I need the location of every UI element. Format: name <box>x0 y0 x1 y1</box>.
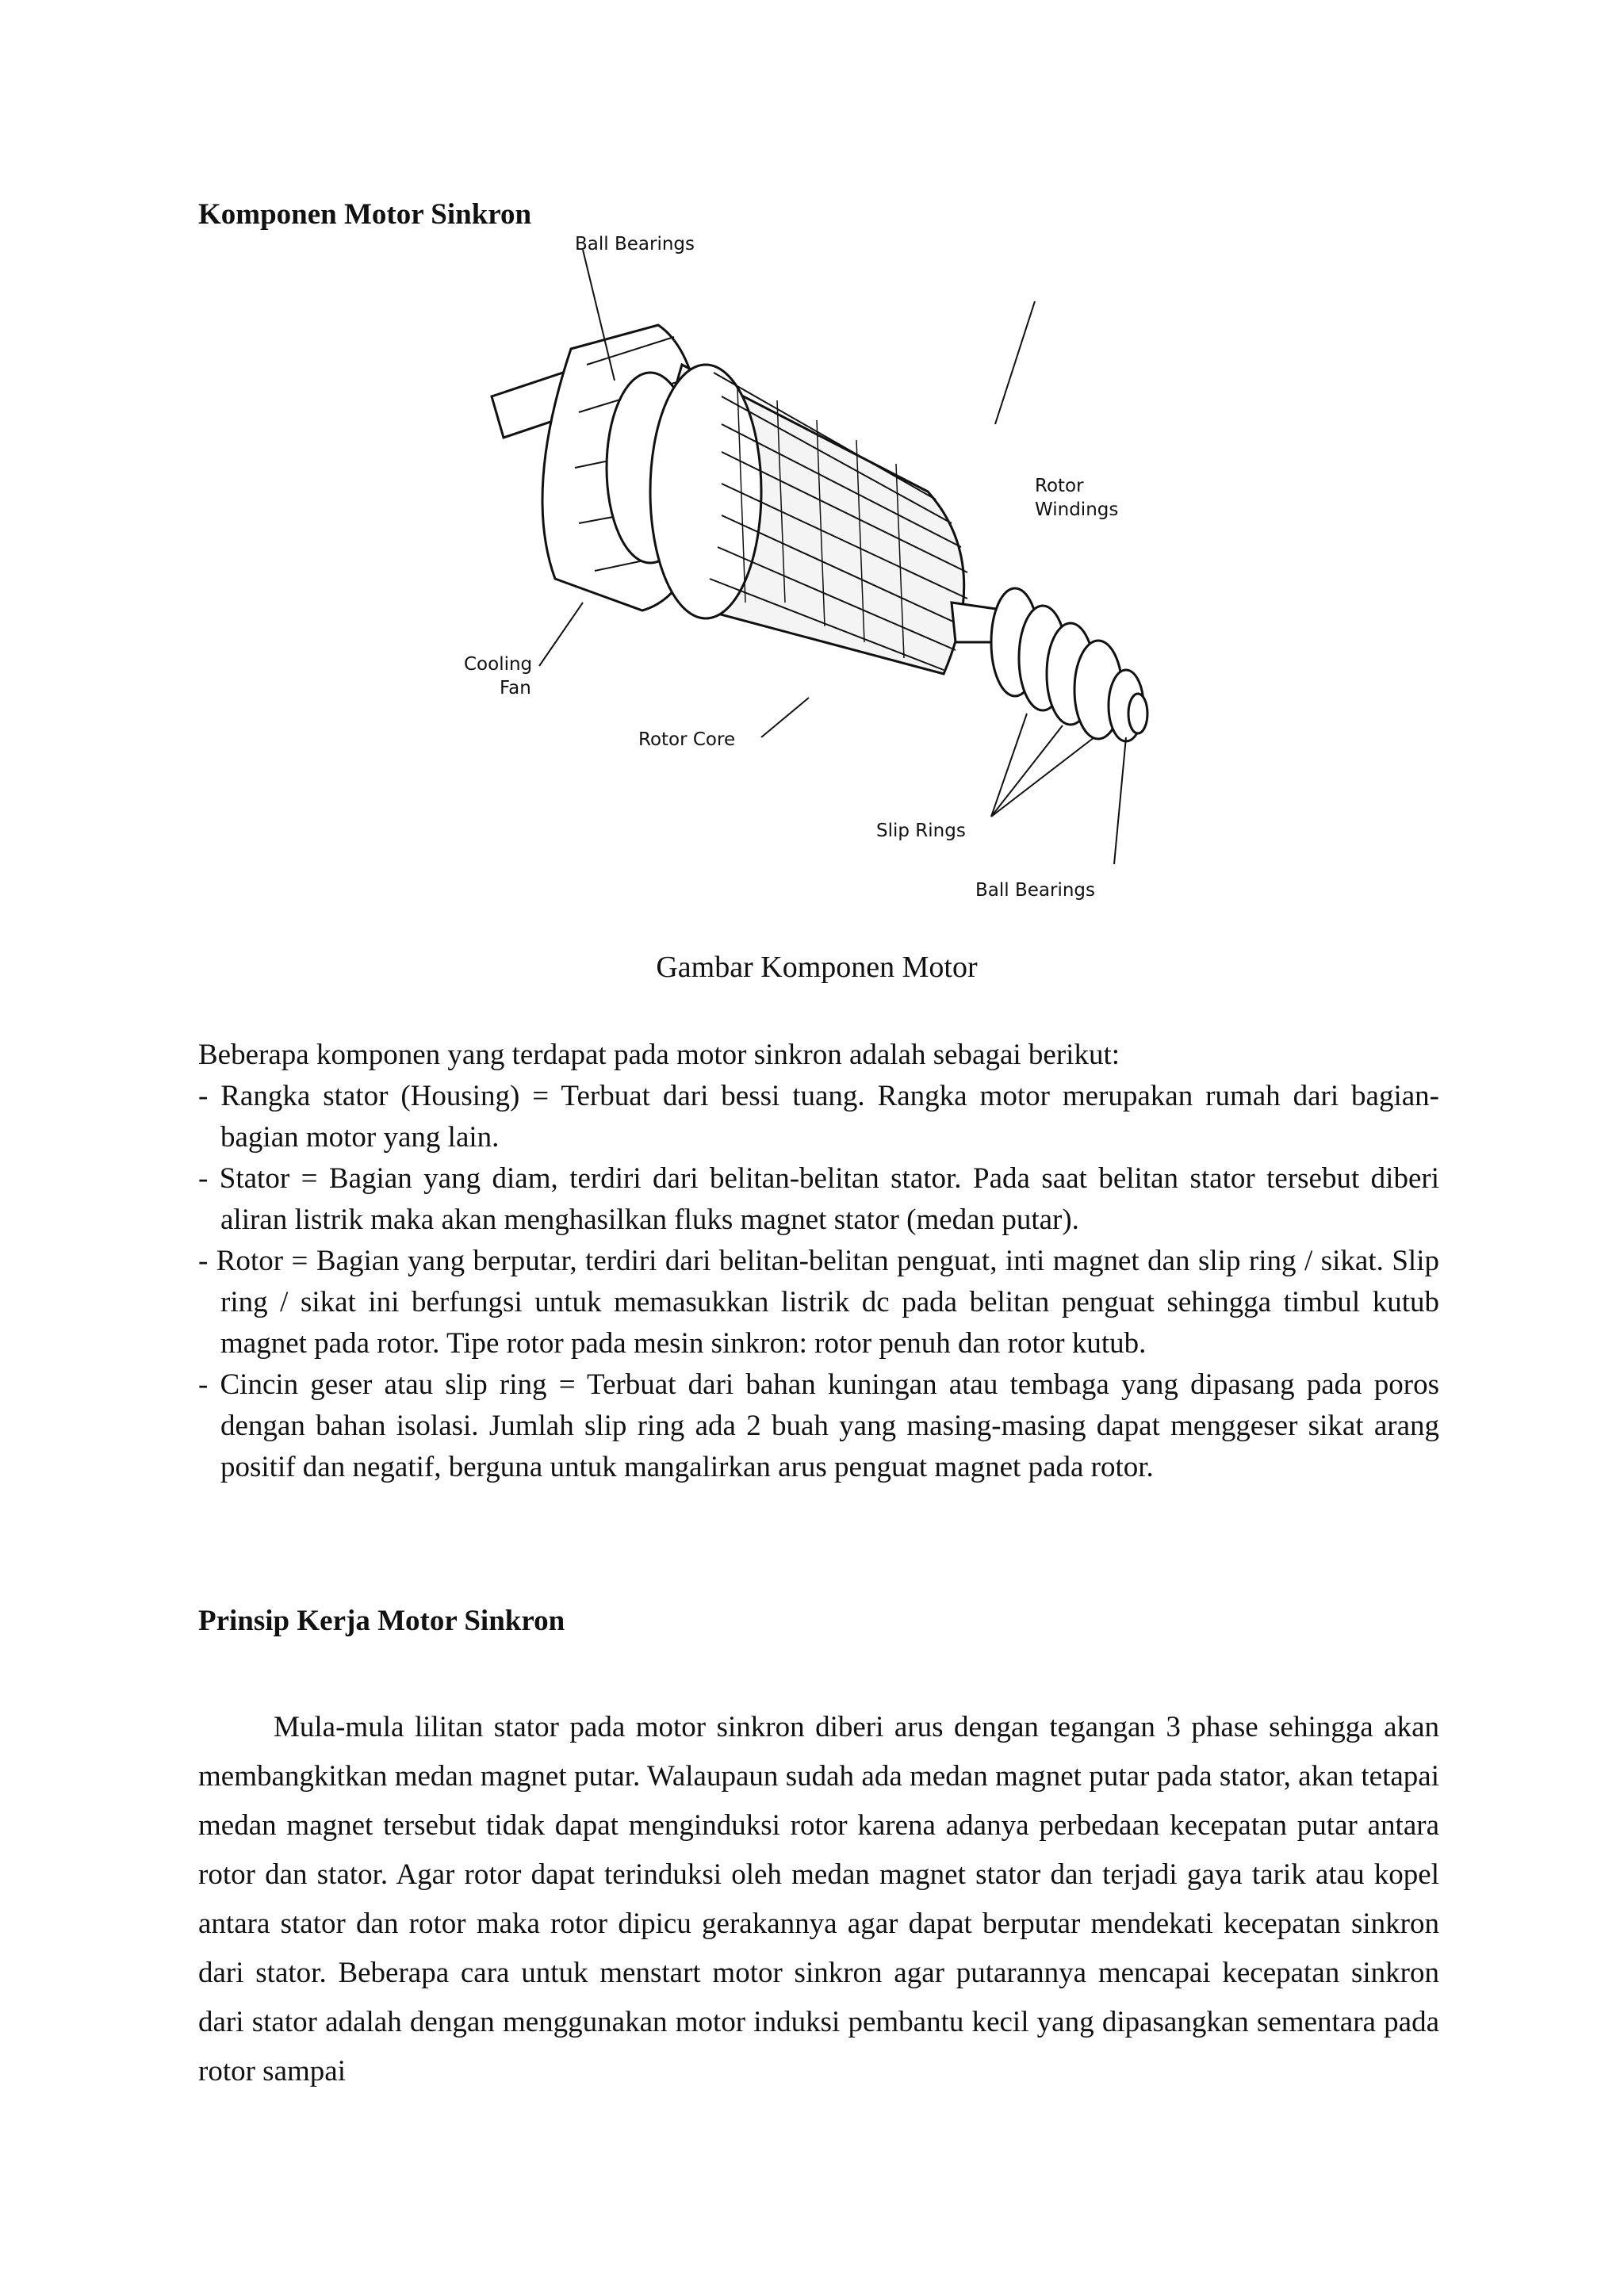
list-item: - Rangka stator (Housing) = Terbuat dari bessi tuang. Rangka motor merupakan rumah dari bagian-bagian motor yang lain. <box>198 1080 1439 1154</box>
label-cooling-fan-1: Cooling <box>464 654 533 675</box>
intro-text: Beberapa komponen yang terdapat pada motor sinkron adalah sebagai berikut: <box>198 1039 1120 1071</box>
rotor-diagram <box>444 230 1158 912</box>
section-heading-working-principle: Prinsip Kerja Motor Sinkron <box>198 1605 565 1637</box>
slip-rings <box>991 588 1147 741</box>
figure-caption: Gambar Komponen Motor <box>656 951 978 984</box>
list-item: - Rotor = Bagian yang berputar, terdiri dari belitan-belitan penguat, inti magnet dan slip ring / sikat. Slip ring / sikat ini berfungsi untuk memasukkan listrik dc pada belitan penguat sehingga timbul kutub magnet pada rotor. Tipe rotor pada mesin sinkron: rotor penuh dan rotor kutub. <box>198 1245 1439 1360</box>
component-list <box>198 1076 1439 1488</box>
list-item: - Stator = Bagian yang diam, terdiri dari belitan-belitan stator. Pada saat belitan stator tersebut diberi aliran listrik maka akan menghasilkan fluks magnet stator (medan putar). <box>198 1162 1439 1236</box>
label-ball-bearings-top: Ball Bearings <box>575 234 695 254</box>
label-cooling-fan-2: Fan <box>500 678 531 698</box>
label-slip-rings: Slip Rings <box>876 821 966 841</box>
label-ball-bearings-bottom: Ball Bearings <box>975 880 1095 901</box>
rotor-diagram-drawing <box>444 230 1158 912</box>
label-rotor-windings-1: Rotor <box>1035 476 1084 496</box>
label-rotor-windings-2: Windings <box>1035 499 1119 520</box>
body-paragraph: Mula-mula lilitan stator pada motor sinkron diberi arus dengan tegangan 3 phase sehingga akan membangkitkan medan magnet putar. Walaupaun sudah ada medan magnet putar pada stator, akan tetapai medan magnet tersebut tidak dapat menginduksi rotor karena adanya perbedaan kecepatan putar antara rotor dan stator. Agar rotor dapat terinduksi oleh medan magnet stator dan terjadi gaya tarik atau kopel antara stator dan rotor maka rotor dipicu gerakannya agar dapat berputar mendekati kecepatan sinkron dari stator. Beberapa cara untuk menstart motor sinkron agar putarannya mencapai kecepatan sinkron dari stator adalah dengan menggunakan motor induksi pembantu kecil yang dipasangkan sementara pada rotor sampai <box>198 1711 1439 2087</box>
list-item: - Cincin geser atau slip ring = Terbuat dari bahan kuningan atau tembaga yang dipasang pada poros dengan bahan isolasi. Jumlah slip ring ada 2 buah yang masing-masing dapat menggeser sikat arang positif dan negatif, berguna untuk mangalirkan arus penguat magnet pada rotor. <box>198 1368 1439 1483</box>
section-heading-components: Komponen Motor Sinkron <box>198 198 532 231</box>
label-rotor-core: Rotor Core <box>638 729 736 750</box>
